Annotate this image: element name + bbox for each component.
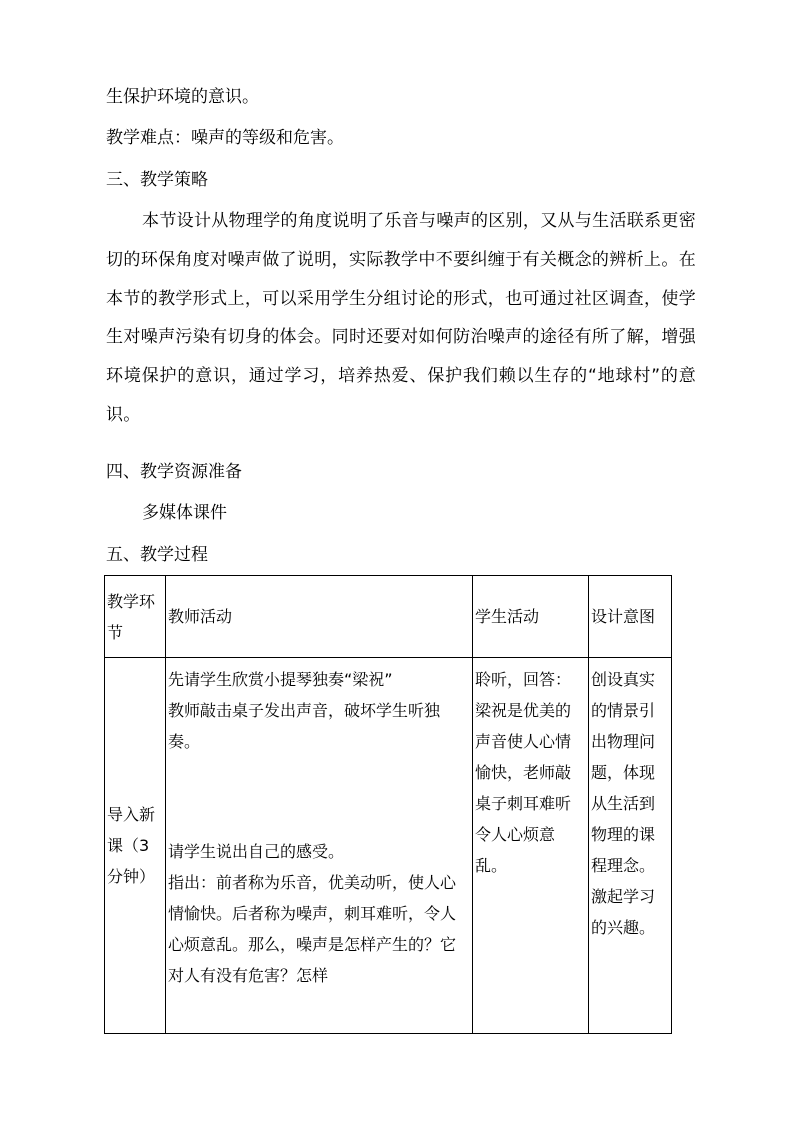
- section-heading-strategy: 三、教学策略: [106, 170, 208, 190]
- teacher-activity-3: 请学生说出自己的感受。: [168, 842, 345, 861]
- header-cell-student: [473, 576, 589, 658]
- teacher-activity-4: 指出：前者称为乐音，优美动听，使人心情愉快。后者称为噪声，刺耳难听，令人心烦意乱。那么，噪声是怎样产生的？它对人有没有危害？怎样: [168, 873, 457, 985]
- continued-line: 生保护环境的意识。: [106, 87, 259, 107]
- header-teacher: 教师活动: [168, 607, 233, 626]
- stage-text: 导入新课（3分钟）: [107, 805, 156, 886]
- strategy-paragraph: 本节设计从物理学的角度说明了乐音与噪声的区别，又从与生活联系更密切的环保角度对噪声做了说明，实际教学中不要纠缠于有关概念的辨析上。在本节的教学形式上，可以采用学生分组讨论的形式，也可通过社区调查，使学生对噪声污染有切身的体会。同时还要对如何防治噪声的途径有所了解，增强环境保护的意识，通过学习，培养热爱、保护我们赖以生存的“地球村”的意识。: [106, 211, 696, 425]
- student-activity: 聆听，回答：梁祝是优美的声音使人心情愉快，老师敲桌子刺耳难听令人心烦意乱。: [475, 670, 572, 875]
- design-intent: 创设真实的情景引出物理问题，体现从生活到物理的课程理念。激起学习的兴趣。: [591, 670, 656, 937]
- header-student: 学生活动: [475, 607, 540, 626]
- teacher-activity-1: 先请学生欣赏小提琴独奏“梁祝”: [168, 670, 393, 689]
- header-cell-teacher: [166, 576, 473, 658]
- intent-cell: [589, 658, 672, 1034]
- header-cell-stage: [105, 576, 166, 658]
- table-header-row: [105, 576, 672, 658]
- teacher-cell: [166, 658, 473, 1034]
- teacher-activity-2: 教师敲击桌子发出声音，破坏学生听独奏。: [168, 701, 441, 751]
- resource-item: 多媒体课件: [142, 503, 227, 523]
- section-heading-process: 五、教学过程: [106, 545, 208, 565]
- teaching-difficulty: 教学难点：噪声的等级和危害。: [106, 128, 344, 148]
- section-heading-resources: 四、教学资源准备: [106, 462, 242, 482]
- student-cell: [473, 658, 589, 1034]
- teaching-process-table: [104, 575, 672, 1034]
- stage-cell: [105, 658, 166, 1034]
- header-cell-intent: [589, 576, 672, 658]
- header-intent: 设计意图: [591, 607, 656, 626]
- header-stage: 教学环节: [107, 592, 156, 642]
- table-row: [105, 658, 672, 1034]
